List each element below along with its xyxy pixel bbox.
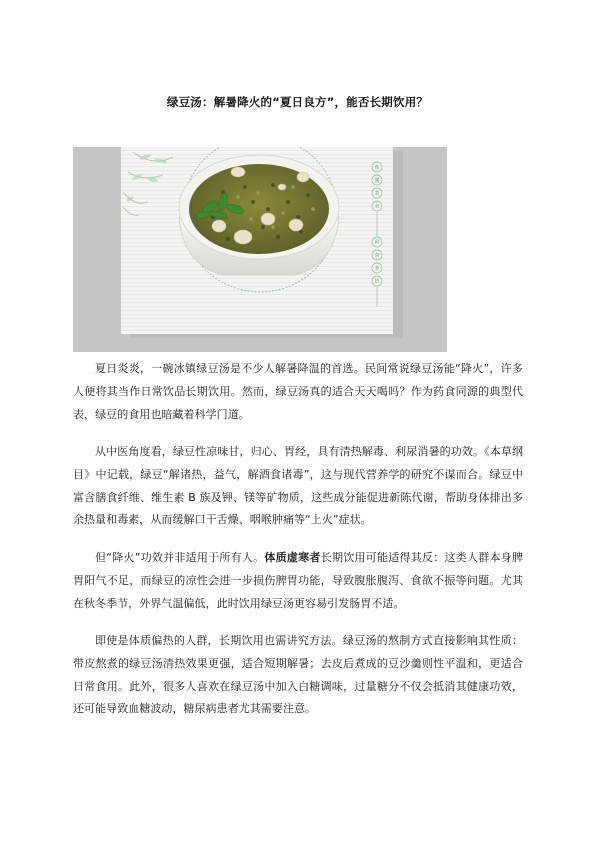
svg-text:多: 多 [374, 266, 380, 272]
svg-text:食: 食 [374, 204, 380, 210]
paragraph-caution [73, 547, 523, 615]
svg-text:盐: 盐 [374, 165, 380, 171]
caution-bold-term: 体质虚寒者 [264, 551, 321, 564]
caution-lead: 但“降火”功效并非适用于所有人。 [95, 551, 265, 564]
page-title: 绿豆汤：解暑降火的“夏日良方”，能否长期饮用？ [166, 95, 429, 109]
paragraph-method: 即使是体质偏热的人群，长期饮用也需讲究方法。绿豆汤的熬制方式直接影响其性质：带皮熬煮的绿豆汤清热效果更强，适合短期解暑；去皮后煮成的豆沙羹则性平温和，更适合日常食用。此外，很多人喜欢在绿豆汤中加入白糖调味，过量糖分不仅会抵消其健康功效，还可能导致血糖波动，糖尿病患者尤其需要注意。 [73, 634, 523, 716]
svg-text:余: 余 [374, 253, 380, 259]
mung-bean-soup-illustration [73, 147, 447, 352]
paragraph-tcm: 从中医角度看，绿豆性凉味甘，归心、胃经，具有清热解毒、利尿消暑的功效。《本草纲目》中记载，绿豆“解诸热，益气，解酒食诸毒”，这与现代营养学的研究不谋而合。绿豆中富含膳食纤维、维生素 B 族及钾、镁等矿物质，这些成分能促进新陈代谢，帮助身体排出多余热量和毒素，从而缓解口干舌燥、咽喉肿痛等“上火”症状。 [73, 445, 523, 527]
svg-text:湖: 湖 [374, 178, 380, 184]
paragraph-intro: 夏日炎炎，一碗冰镇绿豆汤是不少人解暑降温的首选。民间常说绿豆汤能“降火”，许多人便将其当作日常饮品长期饮用。然而，绿豆汤真的适合天天喝吗？作为药食同源的典型代表，绿豆的食用也暗藏着科学门道。 [73, 362, 523, 421]
svg-text:阿: 阿 [374, 240, 380, 246]
svg-text:热: 热 [374, 279, 380, 285]
svg-text:煮: 煮 [374, 191, 380, 197]
caution-rest: 长期饮用可能适得其反：这类人群本身脾胃阳气不足，而绿豆的凉性会进一步损伤脾胃功能，导致腹胀腹泻、食欲不振等问题。尤其在秋冬季节，外界气温偏低，此时饮用绿豆汤更容易引发肠胃不适。 [73, 551, 524, 610]
